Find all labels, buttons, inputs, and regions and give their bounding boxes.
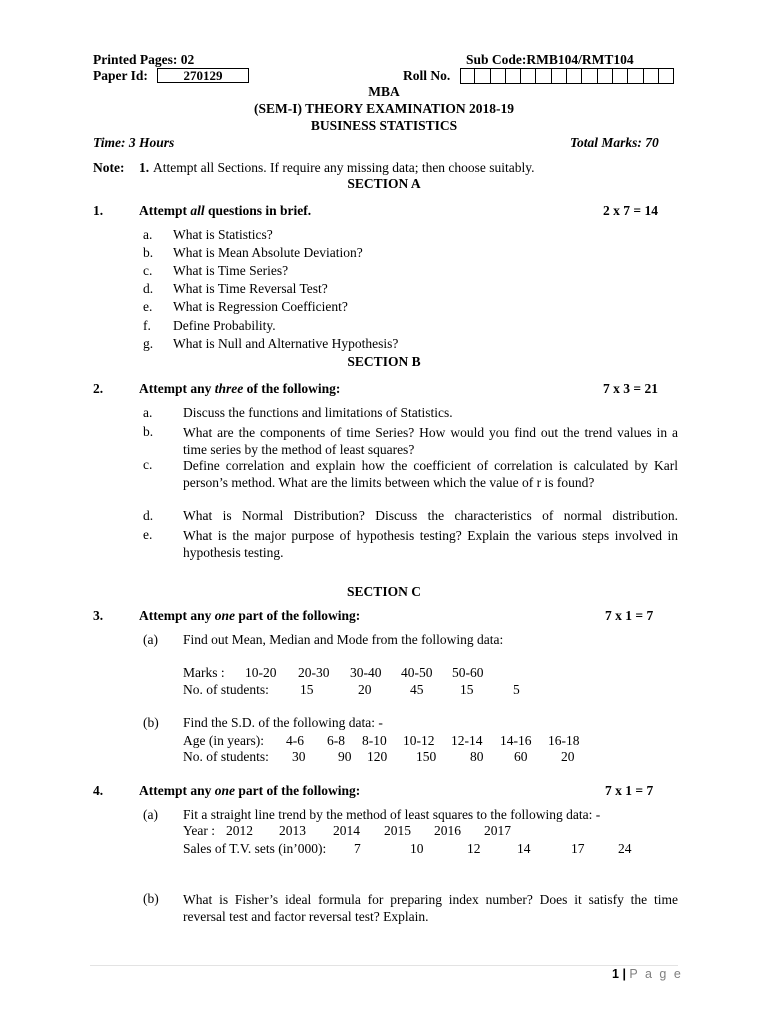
q4-marks: 7 x 1 = 7 bbox=[605, 783, 654, 798]
q2-item-letter: d. bbox=[143, 508, 154, 523]
q3a-cell: 40-50 bbox=[401, 665, 433, 680]
q1-item-text: What is Regression Coefficient? bbox=[173, 299, 348, 314]
q1-item-letter: b. bbox=[143, 245, 154, 260]
q3b-cell: 150 bbox=[416, 749, 437, 764]
q2-item-letter: c. bbox=[143, 457, 153, 472]
q3b-cell: 120 bbox=[367, 749, 388, 764]
q3a-row1-label: Marks : bbox=[183, 665, 225, 680]
q2-number: 2. bbox=[93, 381, 104, 396]
q1-item-letter: e. bbox=[143, 299, 153, 314]
q3b-cell: 90 bbox=[338, 749, 352, 764]
section-a-title: SECTION A bbox=[347, 176, 421, 191]
q4a-label: (a) bbox=[143, 807, 158, 822]
q1-number: 1. bbox=[93, 203, 104, 218]
q1-item-text: What is Time Series? bbox=[173, 263, 289, 278]
q1-instruction: Attempt all questions in brief. bbox=[139, 203, 312, 218]
q3a-row2-label: No. of students: bbox=[183, 682, 269, 697]
q2-instruction: Attempt any three of the following: bbox=[139, 381, 341, 396]
q4-instruction: Attempt any one part of the following: bbox=[139, 783, 361, 798]
q3a-cell: 45 bbox=[410, 682, 424, 697]
q2-item-letter: a. bbox=[143, 405, 153, 420]
roll-no-label: Roll No. bbox=[403, 68, 451, 83]
q3b-cell: 6-8 bbox=[327, 733, 345, 748]
q3b-cell: 14-16 bbox=[500, 733, 532, 748]
roll-no-boxes bbox=[460, 68, 674, 84]
q4a-cell: 2012 bbox=[226, 823, 253, 838]
q2-item-letter: e. bbox=[143, 527, 153, 542]
q3b-cell: 20 bbox=[561, 749, 575, 764]
q1-item-text: Define Probability. bbox=[173, 318, 276, 333]
page-number: 1 bbox=[612, 967, 619, 981]
q3a-cell: 30-40 bbox=[350, 665, 382, 680]
page-word: P a g e bbox=[629, 967, 683, 981]
total-marks: Total Marks: 70 bbox=[570, 135, 659, 150]
q3b-row1-label: Age (in years): bbox=[183, 733, 264, 748]
q3b-cell: 8-10 bbox=[362, 733, 387, 748]
q4a-cell: 2017 bbox=[484, 823, 511, 838]
q3a-cell: 50-60 bbox=[452, 665, 484, 680]
q3a-cell: 20-30 bbox=[298, 665, 330, 680]
q4a-cell: 24 bbox=[618, 841, 632, 856]
q1-marks: 2 x 7 = 14 bbox=[603, 203, 658, 218]
q1-item-text: What is Statistics? bbox=[173, 227, 273, 242]
q4a-cell: 2015 bbox=[384, 823, 411, 838]
q3a-cell: 15 bbox=[460, 682, 474, 697]
q4b-label: (b) bbox=[143, 891, 159, 906]
q3a-label: (a) bbox=[143, 632, 158, 647]
paper-id-box: 270129 bbox=[157, 68, 249, 83]
q3a-cell: 10-20 bbox=[245, 665, 277, 680]
q3b-cell: 4-6 bbox=[286, 733, 304, 748]
footer-divider bbox=[90, 965, 678, 966]
q3a-cell: 15 bbox=[300, 682, 314, 697]
program-title: MBA bbox=[368, 84, 400, 99]
q3-instruction: Attempt any one part of the following: bbox=[139, 608, 361, 623]
section-b-title: SECTION B bbox=[347, 354, 421, 369]
q1-item-letter: g. bbox=[143, 336, 154, 351]
q4a-text: Fit a straight line trend by the method of least squares to the following data: - bbox=[183, 807, 601, 822]
q3-number: 3. bbox=[93, 608, 104, 623]
q4a-cell: 2013 bbox=[279, 823, 306, 838]
q1-item-text: What is Time Reversal Test? bbox=[173, 281, 328, 296]
note-text: Attempt all Sections. If require any missing data; then choose suitably. bbox=[153, 160, 535, 175]
sub-code: Sub Code:RMB104/RMT104 bbox=[466, 52, 634, 67]
time-allowed: Time: 3 Hours bbox=[93, 135, 175, 150]
q2-marks: 7 x 3 = 21 bbox=[603, 381, 658, 396]
q4a-cell: 12 bbox=[467, 841, 481, 856]
q1-item-text: What is Mean Absolute Deviation? bbox=[173, 245, 363, 260]
q4a-cell: 7 bbox=[354, 841, 361, 856]
q4a-cell: 2016 bbox=[434, 823, 461, 838]
q4a-cell: 2014 bbox=[333, 823, 360, 838]
q3a-cell: 5 bbox=[513, 682, 520, 697]
q3-marks: 7 x 1 = 7 bbox=[605, 608, 654, 623]
q4a-cell: 17 bbox=[571, 841, 585, 856]
q3b-cell: 80 bbox=[470, 749, 484, 764]
q3b-label: (b) bbox=[143, 715, 159, 730]
q2-item-letter: b. bbox=[143, 424, 154, 439]
q3b-cell: 10-12 bbox=[403, 733, 435, 748]
printed-pages: Printed Pages: 02 bbox=[93, 52, 195, 67]
note-number: 1. bbox=[139, 160, 150, 175]
q2-item-text: What are the components of time Series? How would you find out the trend values in a time series by the method of least squares? bbox=[183, 425, 678, 457]
q3b-cell: 30 bbox=[292, 749, 306, 764]
q1-item-text: What is Null and Alternative Hypothesis? bbox=[173, 336, 399, 351]
q4-number: 4. bbox=[93, 783, 104, 798]
q2-item-text: Discuss the functions and limitations of Statistics. bbox=[183, 405, 453, 420]
q3b-cell: 60 bbox=[514, 749, 528, 764]
q1-item-letter: c. bbox=[143, 263, 153, 278]
subject-title: BUSINESS STATISTICS bbox=[310, 118, 458, 133]
paper-id-label: Paper Id: bbox=[93, 68, 148, 83]
q4b-text: What is Fisher’s ideal formula for preparing index number? Does it satisfy the time reversal test and factor reversal test? Explain. bbox=[183, 892, 678, 924]
q3b-cell: 16-18 bbox=[548, 733, 580, 748]
exam-title: (SEM-I) THEORY EXAMINATION 2018-19 bbox=[254, 101, 514, 116]
q1-item-letter: d. bbox=[143, 281, 154, 296]
note-label: Note: bbox=[93, 160, 125, 175]
q4a-row1-label: Year : bbox=[183, 823, 216, 838]
q1-item-letter: f. bbox=[143, 318, 151, 333]
q1-item-letter: a. bbox=[143, 227, 153, 242]
q4a-cell: 14 bbox=[517, 841, 531, 856]
q3b-text: Find the S.D. of the following data: - bbox=[183, 715, 383, 730]
q2-item-text: What is Normal Distribution? Discuss the characteristics of normal distribution. bbox=[183, 508, 678, 523]
q2-item-text: Define correlation and explain how the coefficient of correlation is calculated by Karl person’s method. What are the limits between which the value of r is found? bbox=[183, 458, 678, 490]
page-separator: | bbox=[622, 967, 626, 981]
q2-item-text: What is the major purpose of hypothesis testing? Explain the various steps involved in hypothesis testing. bbox=[183, 528, 678, 560]
q3a-text: Find out Mean, Median and Mode from the following data: bbox=[183, 632, 504, 647]
q3b-row2-label: No. of students: bbox=[183, 749, 269, 764]
q4a-cell: 10 bbox=[410, 841, 424, 856]
page-footer bbox=[612, 967, 683, 981]
q3a-cell: 20 bbox=[358, 682, 372, 697]
q3b-cell: 12-14 bbox=[451, 733, 483, 748]
section-c-title: SECTION C bbox=[347, 584, 421, 599]
q4a-row2-label: Sales of T.V. sets (in’000): bbox=[183, 841, 327, 856]
